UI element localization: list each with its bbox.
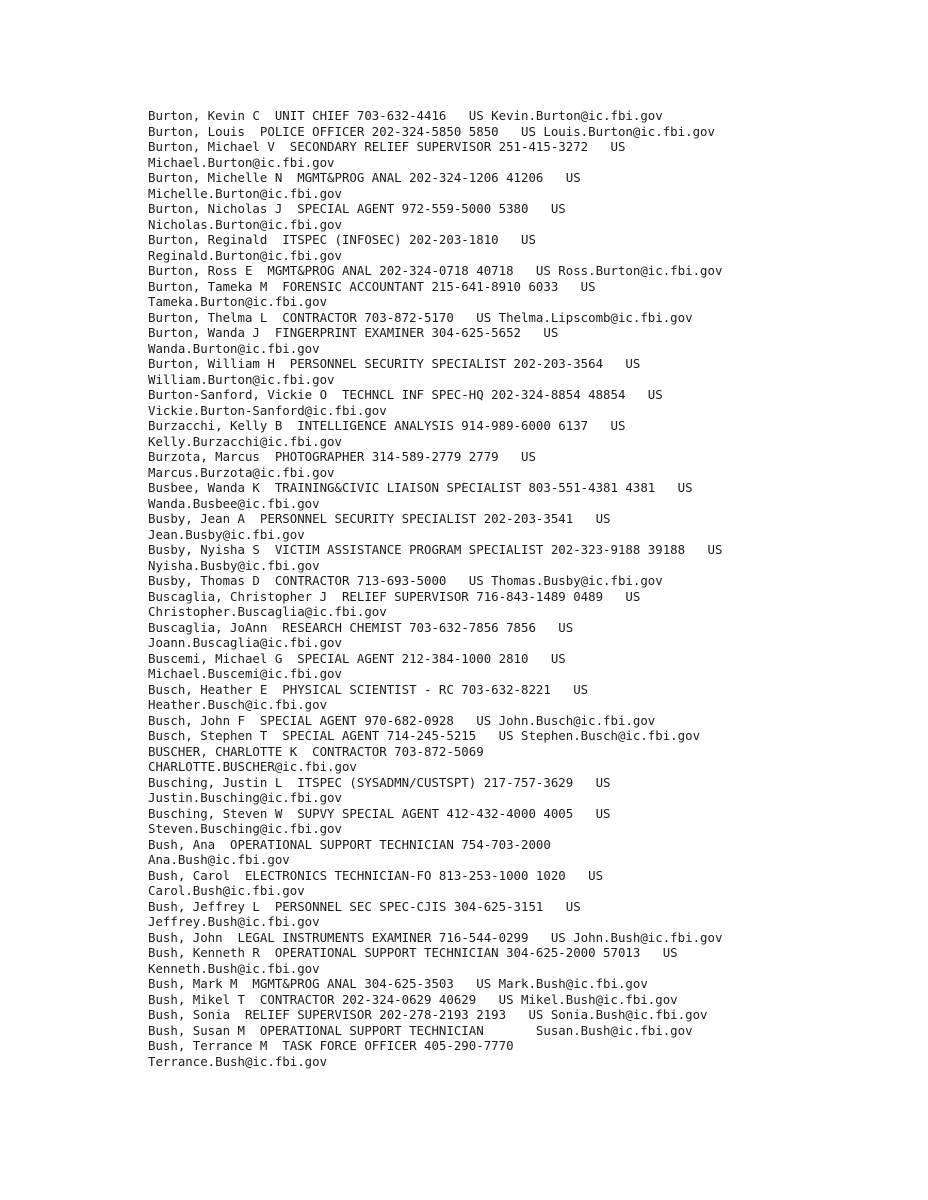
directory-line: Busching, Steven W SUPVY SPECIAL AGENT 412-432-4000 4005 US bbox=[148, 805, 611, 821]
directory-line: Bush, Ana OPERATIONAL SUPPORT TECHNICIAN 754-703-2000 bbox=[148, 836, 551, 852]
directory-line: Wanda.Burton@ic.fbi.gov bbox=[148, 340, 320, 356]
directory-line: Busch, John F SPECIAL AGENT 970-682-0928 US John.Busch@ic.fbi.gov bbox=[148, 712, 656, 728]
directory-line: Justin.Busching@ic.fbi.gov bbox=[148, 790, 342, 805]
directory-line: BUSCHER, CHARLOTTE K CONTRACTOR 703-872-5069 bbox=[148, 743, 484, 759]
directory-line: Burzota, Marcus PHOTOGRAPHER 314-589-2779 2779 US bbox=[148, 449, 536, 464]
directory-line: Bush, Sonia RELIEF SUPERVISOR 202-278-2193 2193 US Sonia.Bush@ic.fbi.gov bbox=[148, 1007, 708, 1022]
directory-line: Kelly.Burzacchi@ic.fbi.gov bbox=[148, 433, 342, 449]
directory-line: Bush, John LEGAL INSTRUMENTS EXAMINER 716-544-0299 US John.Bush@ic.fbi.gov bbox=[148, 929, 723, 945]
directory-line: Bush, Susan M OPERATIONAL SUPPORT TECHNICIAN Susan.Bush@ic.fbi.gov bbox=[148, 1022, 693, 1038]
directory-line: William.Burton@ic.fbi.gov bbox=[148, 371, 335, 387]
directory-line: Burton, Ross E MGMT&PROG ANAL 202-324-0718 40718 US Ross.Burton@ic.fbi.gov bbox=[148, 263, 723, 278]
directory-line: Busby, Jean A PERSONNEL SECURITY SPECIALIST 202-203-3541 US bbox=[148, 511, 611, 526]
directory-line: Bush, Jeffrey L PERSONNEL SEC SPEC-CJIS 304-625-3151 US bbox=[148, 898, 581, 914]
directory-line: Busch, Stephen T SPECIAL AGENT 714-245-5215 US Stephen.Busch@ic.fbi.gov bbox=[148, 728, 701, 743]
directory-listing bbox=[148, 108, 908, 1069]
directory-line: Busching, Justin L ITSPEC (SYSADMN/CUSTSPT) 217-757-3629 US bbox=[148, 774, 611, 790]
directory-line: Heather.Busch@ic.fbi.gov bbox=[148, 697, 328, 712]
directory-line: Burton, William H PERSONNEL SECURITY SPECIALIST 202-203-3564 US bbox=[148, 356, 641, 371]
directory-line: Vickie.Burton-Sanford@ic.fbi.gov bbox=[148, 402, 387, 418]
directory-line: Burton, Thelma L CONTRACTOR 703-872-5170 US Thelma.Lipscomb@ic.fbi.gov bbox=[148, 309, 693, 325]
directory-line: Christopher.Buscaglia@ic.fbi.gov bbox=[148, 604, 387, 619]
directory-line: Bush, Mikel T CONTRACTOR 202-324-0629 40629 US Mikel.Bush@ic.fbi.gov bbox=[148, 991, 678, 1007]
directory-line: Nyisha.Busby@ic.fbi.gov bbox=[148, 557, 320, 573]
directory-line: Buscemi, Michael G SPECIAL AGENT 212-384-1000 2810 US bbox=[148, 650, 566, 666]
directory-line: Burton, Kevin C UNIT CHIEF 703-632-4416 US Kevin.Burton@ic.fbi.gov bbox=[148, 108, 663, 123]
directory-line: Bush, Carol ELECTRONICS TECHNICIAN-FO 813-253-1000 1020 US bbox=[148, 867, 604, 883]
directory-line: Burton-Sanford, Vickie O TECHNCL INF SPEC-HQ 202-324-8854 48854 US bbox=[148, 387, 663, 402]
directory-line: Nicholas.Burton@ic.fbi.gov bbox=[148, 216, 342, 232]
directory-line: Joann.Buscaglia@ic.fbi.gov bbox=[148, 635, 342, 650]
directory-line: Reginald.Burton@ic.fbi.gov bbox=[148, 247, 342, 263]
directory-line: CHARLOTTE.BUSCHER@ic.fbi.gov bbox=[148, 759, 357, 774]
directory-line: Burton, Wanda J FINGERPRINT EXAMINER 304-625-5652 US bbox=[148, 325, 559, 340]
directory-line: Burton, Tameka M FORENSIC ACCOUNTANT 215-641-8910 6033 US bbox=[148, 278, 596, 294]
directory-line: Busby, Thomas D CONTRACTOR 713-693-5000 US Thomas.Busby@ic.fbi.gov bbox=[148, 573, 663, 588]
directory-line: Terrance.Bush@ic.fbi.gov bbox=[148, 1053, 328, 1069]
directory-line: Michelle.Burton@ic.fbi.gov bbox=[148, 185, 342, 201]
directory-line: Burton, Nicholas J SPECIAL AGENT 972-559-5000 5380 US bbox=[148, 201, 566, 216]
directory-line: Jean.Busby@ic.fbi.gov bbox=[148, 526, 305, 542]
directory-line: Bush, Mark M MGMT&PROG ANAL 304-625-3503 US Mark.Bush@ic.fbi.gov bbox=[148, 976, 648, 991]
directory-line: Carol.Bush@ic.fbi.gov bbox=[148, 883, 305, 898]
directory-line: Michael.Buscemi@ic.fbi.gov bbox=[148, 666, 342, 681]
directory-line: Busby, Nyisha S VICTIM ASSISTANCE PROGRAM SPECIALIST 202-323-9188 39188 US bbox=[148, 542, 723, 557]
directory-line: Bush, Kenneth R OPERATIONAL SUPPORT TECHNICIAN 304-625-2000 57013 US bbox=[148, 945, 678, 960]
directory-line: Busbee, Wanda K TRAINING&CIVIC LIAISON SPECIALIST 803-551-4381 4381 US bbox=[148, 480, 693, 495]
directory-line: Bush, Terrance M TASK FORCE OFFICER 405-290-7770 bbox=[148, 1038, 514, 1053]
directory-line: Burton, Michelle N MGMT&PROG ANAL 202-324-1206 41206 US bbox=[148, 170, 581, 185]
directory-line: Burton, Michael V SECONDARY RELIEF SUPERVISOR 251-415-3272 US bbox=[148, 139, 626, 154]
directory-line: Burton, Louis POLICE OFFICER 202-324-5850 5850 US Louis.Burton@ic.fbi.gov bbox=[148, 123, 715, 139]
directory-line: Tameka.Burton@ic.fbi.gov bbox=[148, 294, 328, 309]
directory-line: Busch, Heather E PHYSICAL SCIENTIST - RC 703-632-8221 US bbox=[148, 681, 589, 697]
directory-line: Jeffrey.Bush@ic.fbi.gov bbox=[148, 914, 320, 929]
directory-line: Steven.Busching@ic.fbi.gov bbox=[148, 821, 342, 836]
directory-line: Buscaglia, Christopher J RELIEF SUPERVISOR 716-843-1489 0489 US bbox=[148, 588, 641, 604]
directory-line: Burton, Reginald ITSPEC (INFOSEC) 202-203-1810 US bbox=[148, 232, 536, 247]
directory-line: Wanda.Busbee@ic.fbi.gov bbox=[148, 495, 320, 511]
directory-line: Marcus.Burzota@ic.fbi.gov bbox=[148, 464, 335, 480]
directory-line: Michael.Burton@ic.fbi.gov bbox=[148, 154, 335, 170]
directory-line: Burzacchi, Kelly B INTELLIGENCE ANALYSIS 914-989-6000 6137 US bbox=[148, 418, 626, 433]
directory-line: Ana.Bush@ic.fbi.gov bbox=[148, 852, 290, 867]
directory-line: Kenneth.Bush@ic.fbi.gov bbox=[148, 960, 320, 976]
directory-line: Buscaglia, JoAnn RESEARCH CHEMIST 703-632-7856 7856 US bbox=[148, 619, 574, 635]
